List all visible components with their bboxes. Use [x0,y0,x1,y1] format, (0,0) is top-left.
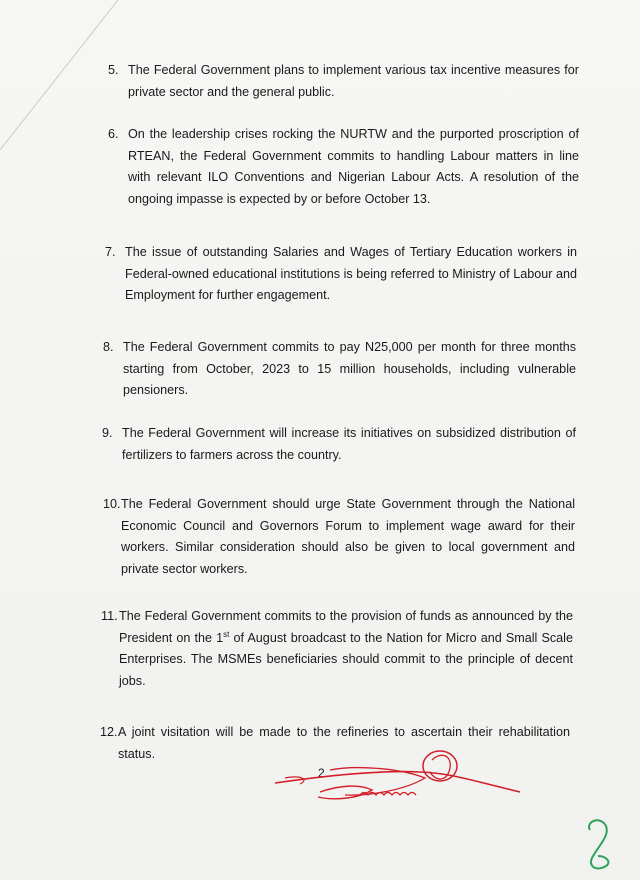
item-text: The Federal Government plans to implement various tax incentive measures for private sector and the general public. [128,63,579,99]
item-number: 5. [108,63,119,77]
page-number: 2 [318,766,325,780]
list-item-8 [103,337,576,402]
item-text: A joint visitation will be made to the refineries to ascertain their rehabilitation status. [118,725,570,761]
item-number: 7. [105,245,116,259]
item-text: On the leadership crises rocking the NURTW and the purported proscription of RTEAN, the Federal Government commits to handling Labour matters in line with relevant ILO Conventions and Nigerian Labour Acts. A resolution of the ongoing impasse is expected by or before October 13. [128,127,579,206]
item-number: 12. [100,725,118,739]
ordinal-suffix: st [223,629,230,639]
list-item-6 [108,124,579,210]
item-text: The issue of outstanding Salaries and Wages of Tertiary Education workers in Federal-owned educational institutions is being referred to Ministry of Labour and Employment for further engagement. [125,245,577,302]
item-text: The Federal Government commits to pay N25,000 per month for three months starting from October, 2023 to 15 million households, including vulnerable pensioners. [123,340,576,397]
item-text-end: of August broadcast to the Nation for Micro and Small Scale Enterprises. The MSMEs beneficiaries should commit to the principle of decent jobs. [119,630,573,688]
item-number: 11. [101,609,118,623]
item-number: 6. [108,127,119,141]
item-text: The Federal Government will increase its initiatives on subsidized distribution of fertilizers to farmers across the country. [122,426,576,462]
item-number: 10. [103,497,121,511]
item-number: 9. [102,426,113,440]
item-text: The Federal Government should urge State Government through the National Economic Council and Governors Forum to implement wage award for their workers. Similar consideration should also be given to local government and private sector workers. [121,497,575,576]
item-text-start: The Federal Government commits to the provision of funds as announced by the President on the 1 [119,609,573,645]
item-text [119,606,573,692]
list-item-11 [101,606,573,692]
list-item-9 [102,423,576,466]
list-item-12 [100,722,570,765]
item-number: 8. [103,340,114,354]
list-item-5 [108,60,579,103]
list-item-10 [103,494,575,580]
list-item-7 [105,242,577,307]
